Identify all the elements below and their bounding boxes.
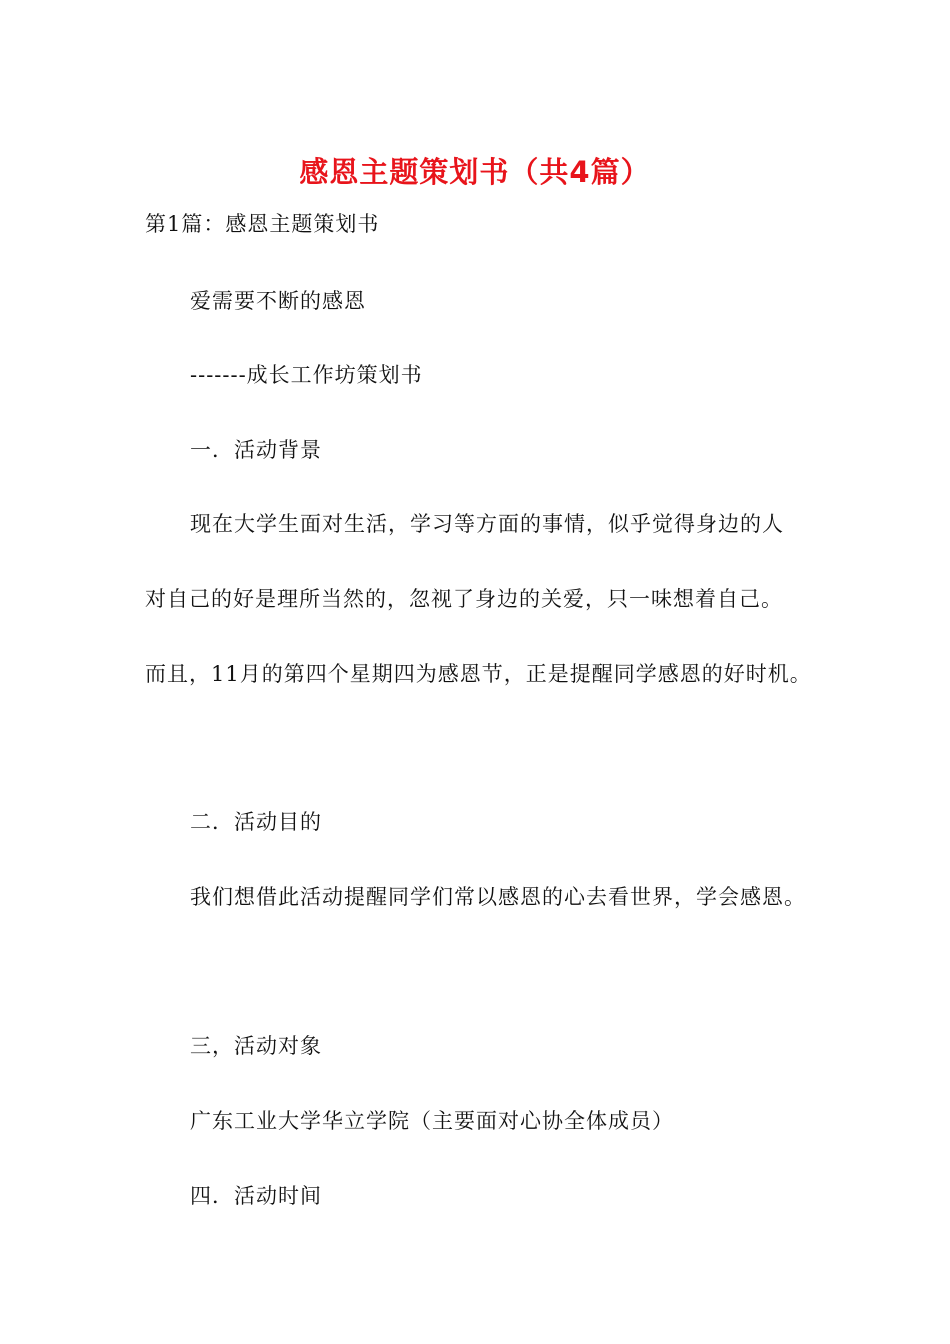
paragraph-line: 对自己的好是理所当然的，忽视了身边的关爱，只一味想着自己。 (145, 587, 783, 611)
paragraph-line: 我们想借此活动提醒同学们常以感恩的心去看世界，学会感恩。 (190, 885, 806, 909)
workshop-line: -------成长工作坊策划书 (190, 363, 423, 387)
subtitle-line: 爱需要不断的感恩 (190, 289, 366, 313)
paragraph-line: 广东工业大学华立学院（主要面对心协全体成员） (190, 1109, 674, 1133)
heading-audience: 三，活动对象 (190, 1034, 322, 1058)
section-heading-part1: 第1篇：感恩主题策划书 (145, 212, 380, 236)
document-title: 感恩主题策划书（共4篇） (299, 155, 651, 189)
paragraph-line: 而且，11月的第四个星期四为感恩节，正是提醒同学感恩的好时机。 (145, 662, 812, 686)
heading-time: 四．活动时间 (190, 1184, 322, 1208)
heading-purpose: 二．活动目的 (190, 810, 322, 834)
heading-background: 一．活动背景 (190, 438, 322, 462)
paragraph-line: 现在大学生面对生活，学习等方面的事情，似乎觉得身边的人 (190, 512, 784, 536)
